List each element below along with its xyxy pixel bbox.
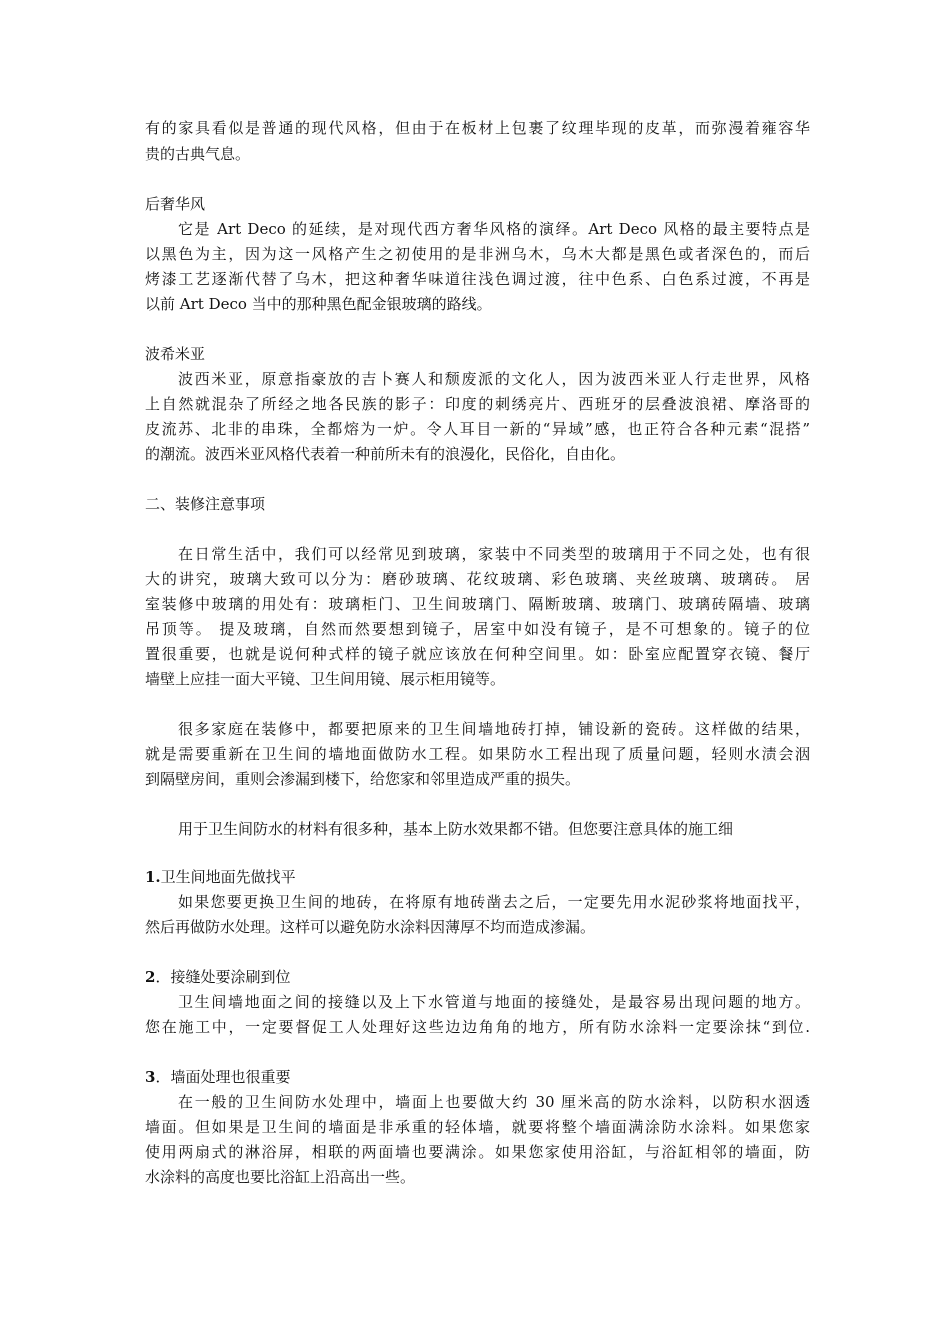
paragraph-line: 如果您要更换卫生间的地砖，在将原有地砖凿去之后，一定要先用水泥砂浆将地面找平， (178, 893, 810, 911)
paragraph-line: 在一般的卫生间防水处理中，墙面上也要做大约 30 厘米高的防水涂料，以防积水洇透 (178, 1093, 810, 1111)
paragraph-line: 的潮流。波西米亚风格代表着一种前所未有的浪漫化，民俗化，自由化。 (145, 445, 626, 463)
paragraph-line: 使用两扇式的淋浴屏，相联的两面墙也要满涂。如果您家使用浴缸，与浴缸相邻的墙面，防 (145, 1143, 810, 1161)
tip-heading-1 (145, 867, 810, 887)
paragraph-line: 卫生间墙地面之间的接缝以及上下水管道与地面的接缝处，是最容易出现问题的地方。 (178, 993, 810, 1011)
paragraph-line: 到隔壁房间，重则会渗漏到楼下，给您家和邻里造成严重的损失。 (145, 770, 581, 788)
tip-title: ．墙面处理也很重要 (155, 1068, 291, 1086)
paragraph-line: 皮流苏、北非的串珠，全都熔为一炉。令人耳目一新的“异域”感，也正符合各种元素“混搭” (145, 420, 810, 438)
tip-heading-2 (145, 967, 810, 987)
intro-line: 贵的古典气息。 (145, 145, 251, 163)
paragraph-line: 大的讲究，玻璃大致可以分为：磨砂玻璃、花纹玻璃、彩色玻璃、夹丝玻璃、玻璃砖。 居 (145, 570, 810, 588)
intro-line: 有的家具看似是普通的现代风格，但由于在板材上包裹了纹理毕现的皮革，而弥漫着雍容华 (145, 119, 810, 137)
paragraph-line: 墙面。但如果是卫生间的墙面是非承重的轻体墙，就要将整个墙面满涂防水涂料。如果您家 (145, 1118, 810, 1136)
paragraph-line: 波西米亚，原意指豪放的吉卜赛人和颓废派的文化人，因为波西米亚人行走世界，风格 (178, 370, 810, 388)
paragraph-line: 烤漆工艺逐渐代替了乌木，把这种奢华味道往浅色调过渡，往中色系、白色系过渡，不再是 (145, 270, 810, 288)
paragraph-line: 以黑色为主，因为这一风格产生之初使用的是非洲乌木，乌木大都是黑色或者深色的，而后 (145, 245, 810, 263)
paragraph-line: 以前 Art Deco 当中的那种黑色配金银玻璃的路线。 (145, 295, 492, 313)
paragraph-line: 墙壁上应挂一面大平镜、卫生间用镜、展示柜用镜等。 (145, 670, 506, 688)
paragraph-line: 水涂料的高度也要比浴缸上沿高出一些。 (145, 1168, 416, 1186)
paragraph-line: 您在施工中，一定要督促工人处理好这些边边角角的地方，所有防水涂料一定要涂抹“到位. (145, 1018, 810, 1036)
tip-number: 3 (145, 1068, 156, 1086)
section-heading-art-deco: 后奢华风 (145, 195, 206, 213)
paragraph-line: 室装修中玻璃的用处有：玻璃柜门、卫生间玻璃门、隔断玻璃、玻璃门、玻璃砖隔墙、玻璃 (145, 595, 810, 613)
section-heading-notes: 二、装修注意事项 (145, 495, 266, 513)
paragraph-line: 置很重要，也就是说何种式样的镜子就应该放在何种空间里。如：卧室应配置穿衣镜、餐厅 (145, 645, 810, 663)
section-heading-bohemian: 波希米亚 (145, 345, 206, 363)
paragraph-line: 它是 Art Deco 的延续，是对现代西方奢华风格的演绎。Art Deco 风格的最主要特点是 (178, 220, 810, 238)
tip-title: ．接缝处要涂刷到位 (155, 968, 291, 986)
paragraph-line: 然后再做防水处理。这样可以避免防水涂料因薄厚不均而造成渗漏。 (145, 918, 596, 936)
paragraph-line: 用于卫生间防水的材料有很多种，基本上防水效果都不错。但您要注意具体的施工细 (178, 820, 734, 838)
tip-title: 卫生间地面先做找平 (160, 868, 296, 886)
paragraph-line: 吊顶等。 提及玻璃，自然而然要想到镜子，居室中如没有镜子，是不可想象的。镜子的位 (145, 620, 810, 638)
paragraph-line: 在日常生活中，我们可以经常见到玻璃，家装中不同类型的玻璃用于不同之处，也有很 (178, 545, 810, 563)
tip-heading-3 (145, 1067, 810, 1087)
tip-number: 1. (145, 868, 161, 886)
paragraph-line: 上自然就混杂了所经之地各民族的影子：印度的刺绣亮片、西班牙的层叠波浪裙、摩洛哥的 (145, 395, 810, 413)
paragraph-line: 很多家庭在装修中，都要把原来的卫生间墙地砖打掉，铺设新的瓷砖。这样做的结果， (178, 720, 810, 738)
paragraph-line: 就是需要重新在卫生间的墙地面做防水工程。如果防水工程出现了质量问题，轻则水渍会洇 (145, 745, 810, 763)
tip-number: 2 (145, 968, 156, 986)
